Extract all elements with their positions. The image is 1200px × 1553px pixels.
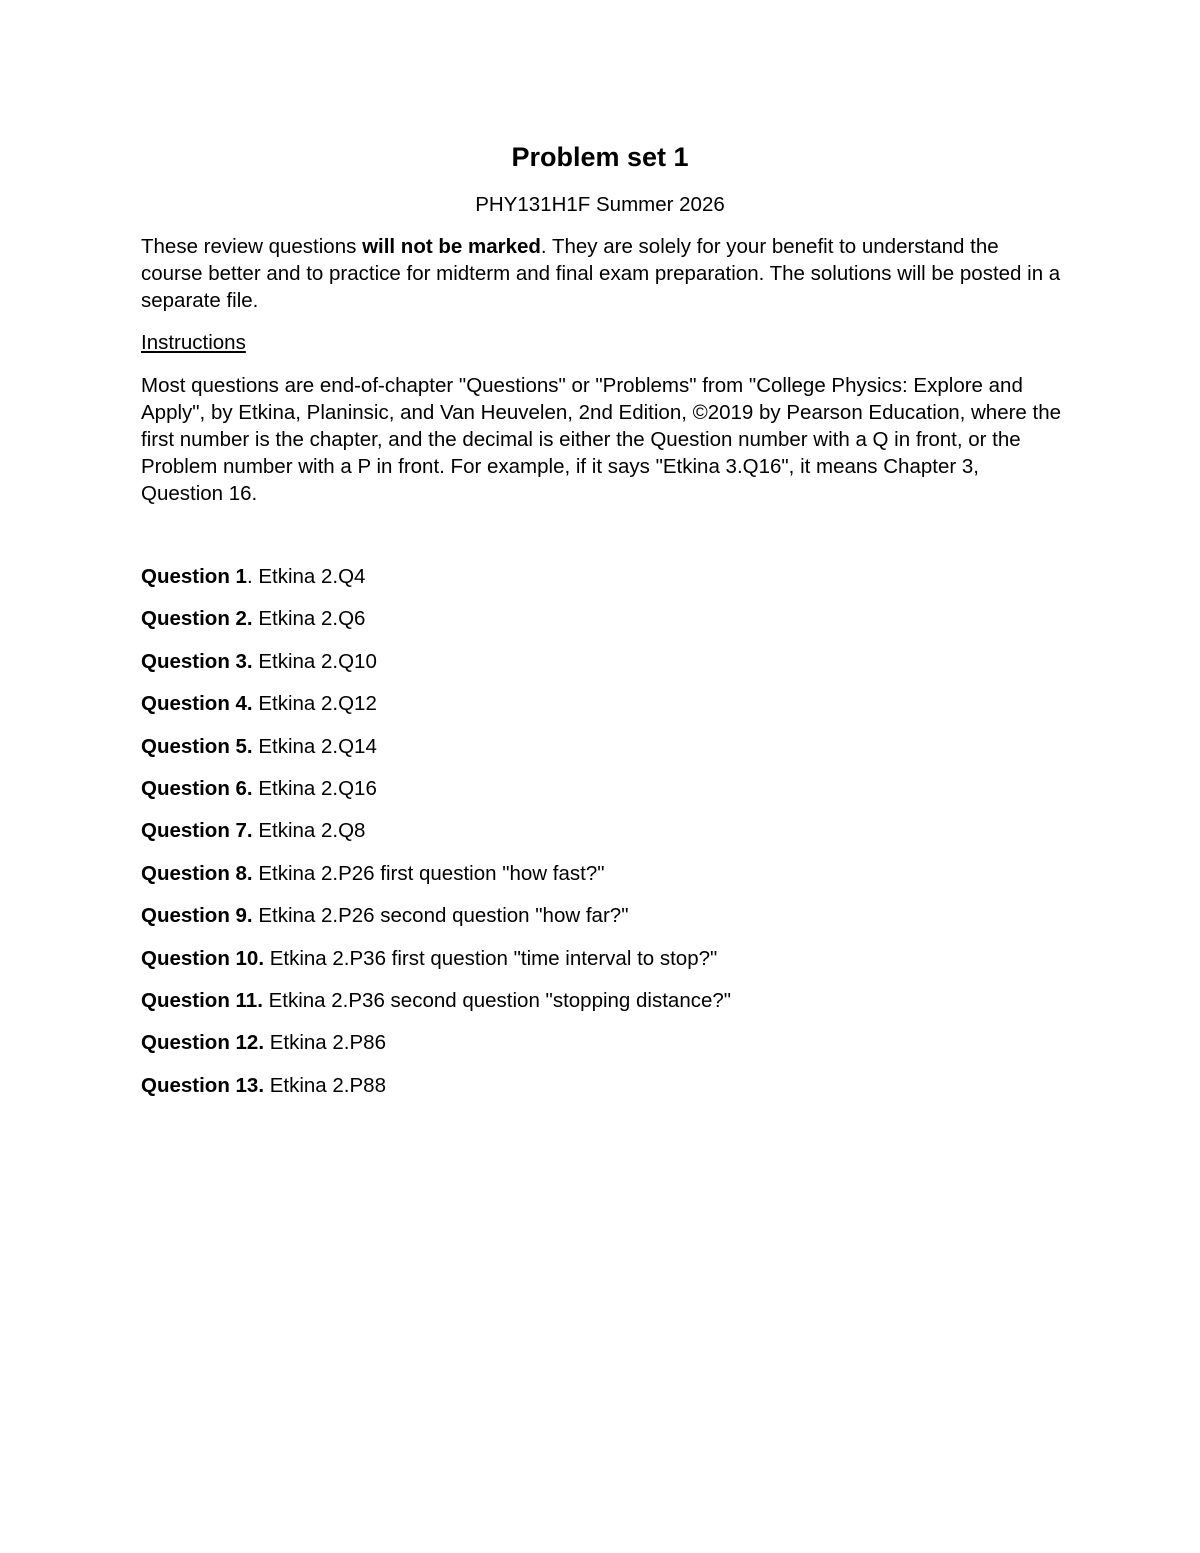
question-label: Question 1 [141,565,247,588]
question-label: Question 4. [141,692,253,716]
page-title: Problem set 1 [511,142,689,172]
list-item [141,817,731,859]
list-item [141,648,731,690]
question-text: Etkina 2.P88 [269,1073,386,1097]
list-item [141,1072,731,1114]
question-text: Etkina 2.Q16 [258,776,377,800]
question-label: Question 5. [141,734,253,758]
question-text: Etkina 2.P36 second question "stopping distance?" [268,988,732,1012]
question-label: Question 2. [141,607,253,631]
list-item [141,563,731,605]
question-text: Etkina 2.P26 first question "how fast?" [258,861,605,885]
question-label: Question 9. [141,904,253,928]
question-list [141,563,731,1114]
instructions-heading: Instructions [141,331,246,354]
intro-bold-text: will not be marked [362,235,541,258]
intro-paragraph [141,233,1061,314]
list-item [141,902,731,944]
course-subtitle: PHY131H1F Summer 2026 [475,193,725,216]
question-text: Etkina 2.Q12 [258,692,377,716]
question-label: Question 10. [141,946,265,970]
question-text: Etkina 2.Q8 [258,819,366,843]
question-text: Etkina 2.P36 first question "time interval to stop?" [269,946,718,970]
list-item [141,945,731,987]
question-text: Etkina 2.P86 [269,1031,386,1055]
question-separator: . [246,565,259,588]
list-item [141,775,731,817]
list-item [141,690,731,732]
list-item [141,605,731,647]
question-label: Question 3. [141,649,253,673]
question-text: Etkina 2.Q10 [258,649,377,673]
intro-text-before: These review questions [141,235,363,258]
question-label: Question 6. [141,776,253,800]
question-label: Question 7. [141,819,253,843]
question-text: Etkina 2.P26 second question "how far?" [258,904,629,928]
question-text: Etkina 2.Q6 [258,607,366,631]
intro-text-after: . They are solely for your benefit to understand the course better and to practice for midterm and final exam preparation. The solutions will be posted in a separate file. [141,235,1061,312]
question-label: Question 13. [141,1073,265,1097]
list-item [141,860,731,902]
question-label: Question 8. [141,861,253,885]
instructions-paragraph: Most questions are end-of-chapter "Questions" or "Problems" from "College Physics: Explore and Apply", by Etkina, Planinsic, and Van Heuvelen, 2nd Edition, ©2019 by Pearson Education, where the first number is the chapter, and the decimal is either the Question number with a Q in front, or the Problem number with a P in front. For example, if it says "Etkina 3.Q16", it means Chapter 3, Question 16. [141,374,1062,505]
question-text: Etkina 2.Q14 [258,734,377,758]
list-item [141,987,731,1029]
question-label: Question 12. [141,1031,265,1055]
question-text: Etkina 2.Q4 [258,565,366,588]
question-label: Question 11. [141,988,263,1012]
list-item [141,1029,731,1071]
list-item [141,733,731,775]
